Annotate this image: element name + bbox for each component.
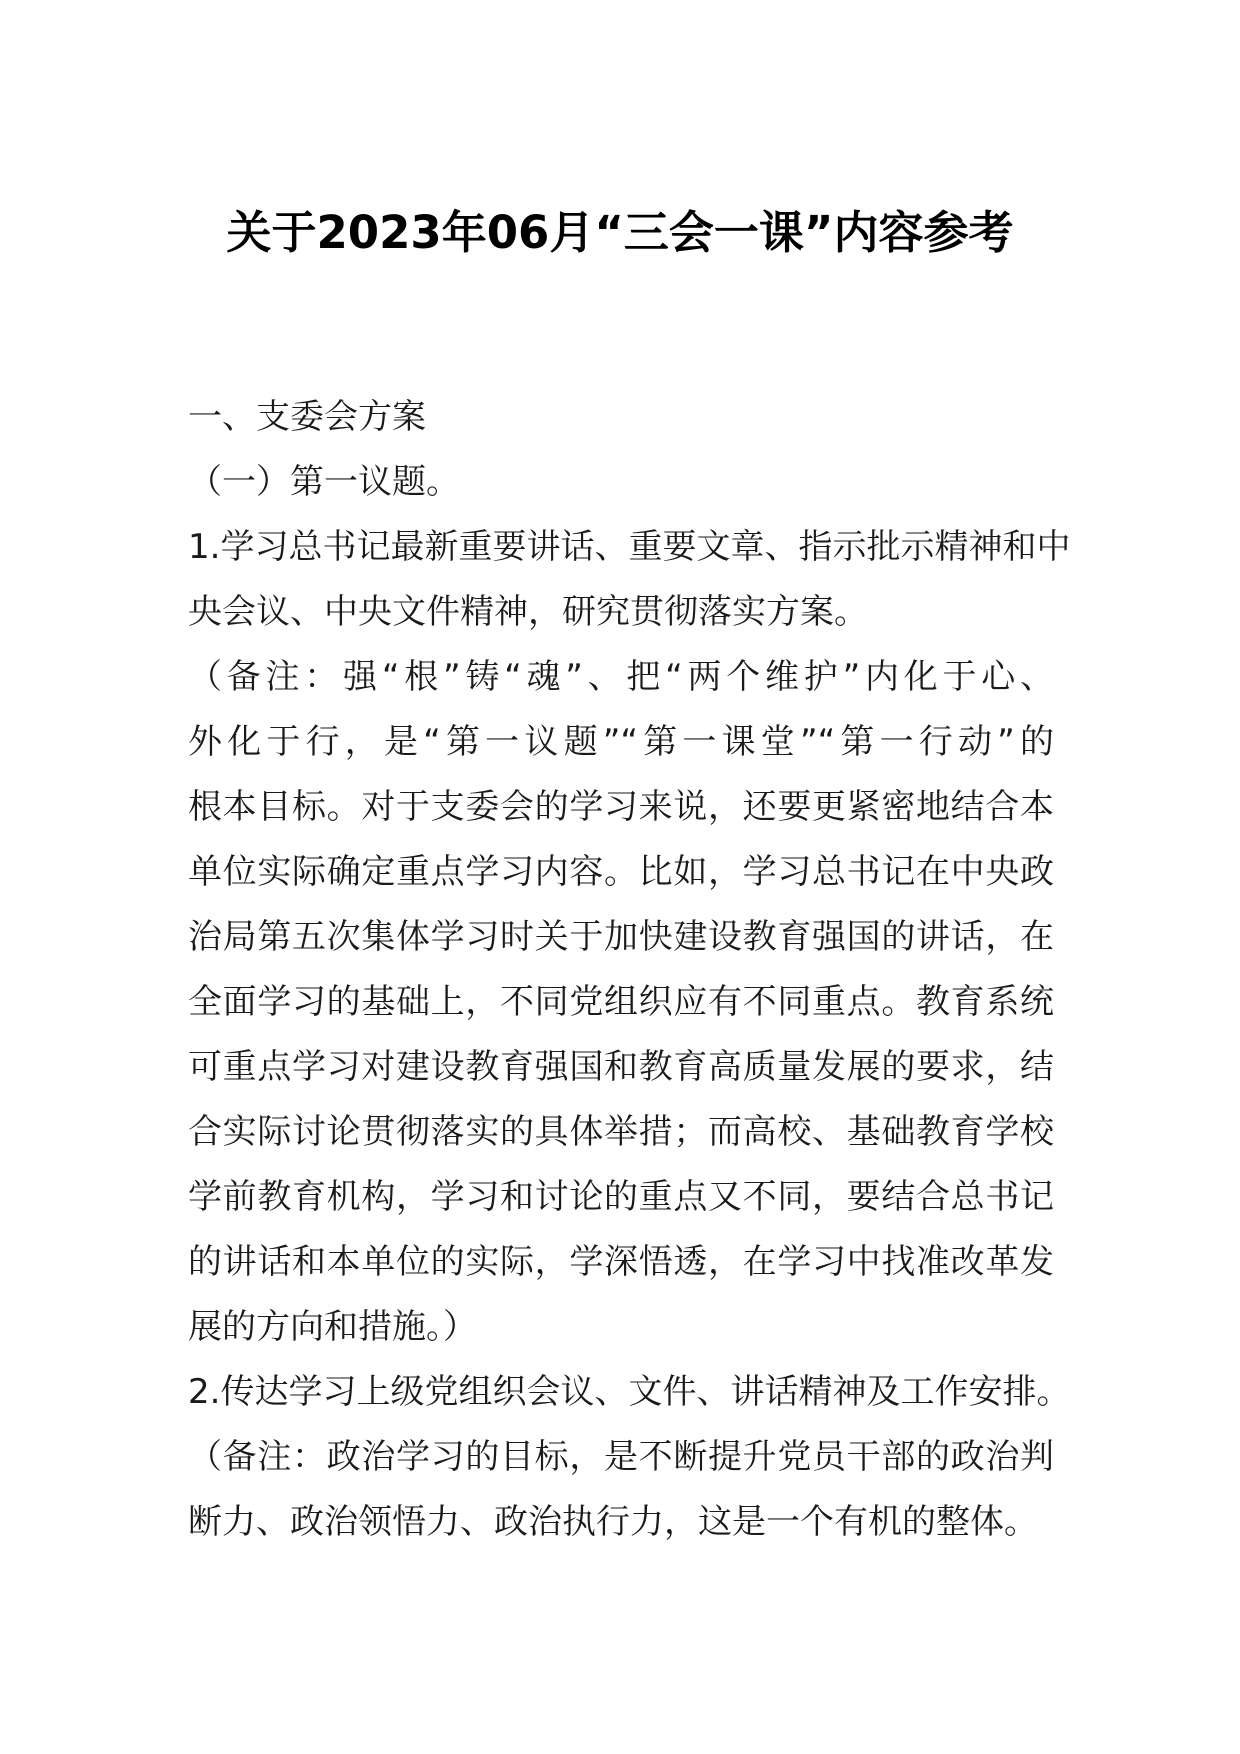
- paragraph-line: （备注：政治学习的目标，是不断提升党员干部的政治判: [188, 1437, 1054, 1477]
- item-2-paragraph: [188, 1360, 1071, 1425]
- paragraph-line: 的讲话和本单位的实际，学深悟透，在学习中找准改革发: [188, 1242, 1054, 1282]
- note-2-paragraph: [188, 1425, 1054, 1555]
- paragraph-line: 合实际讨论贯彻落实的具体举措；而高校、基础教育学校: [188, 1112, 1054, 1152]
- paragraph-line: 2.传达学习上级党组织会议、文件、讲话精神及工作安排。: [188, 1372, 1071, 1412]
- paragraph-line: 断力、政治领悟力、政治执行力，这是一个有机的整体。: [188, 1502, 1038, 1542]
- paragraph-line: （备注：强“根”铸“魂”、把“两个维护”内化于心、: [188, 657, 1054, 697]
- document-title: 关于2023年06月“三会一课”内容参考: [226, 206, 1014, 259]
- paragraph-line: 外化于行，是“第一议题”“第一课堂”“第一行动”的: [188, 722, 1054, 762]
- section-heading: [188, 385, 1054, 450]
- subsection-heading-text: （一）第一议题。: [188, 462, 460, 502]
- paragraph-line: 学前教育机构，学习和讨论的重点又不同，要结合总书记: [188, 1177, 1054, 1217]
- paragraph-line: 央会议、中央文件精神，研究贯彻落实方案。: [188, 592, 868, 632]
- item-1-paragraph: [188, 515, 1071, 645]
- section-heading-text: 一、支委会方案: [188, 397, 426, 437]
- paragraph-line: 可重点学习对建设教育强国和教育高质量发展的要求，结: [188, 1047, 1054, 1087]
- paragraph-line: 根本目标。对于支委会的学习来说，还要更紧密地结合本: [188, 787, 1054, 827]
- paragraph-line: 单位实际确定重点学习内容。比如，学习总书记在中央政: [188, 852, 1054, 892]
- subsection-heading: [188, 450, 1054, 515]
- paragraph-line: 治局第五次集体学习时关于加快建设教育强国的讲话，在: [188, 917, 1054, 957]
- paragraph-line: 全面学习的基础上，不同党组织应有不同重点。教育系统: [188, 982, 1054, 1022]
- note-1-paragraph: [188, 645, 1054, 1360]
- paragraph-line: 1.学习总书记最新重要讲话、重要文章、指示批示精神和中: [188, 527, 1071, 567]
- paragraph-line: 展的方向和措施。）: [188, 1307, 477, 1347]
- document-body: [188, 385, 1071, 1555]
